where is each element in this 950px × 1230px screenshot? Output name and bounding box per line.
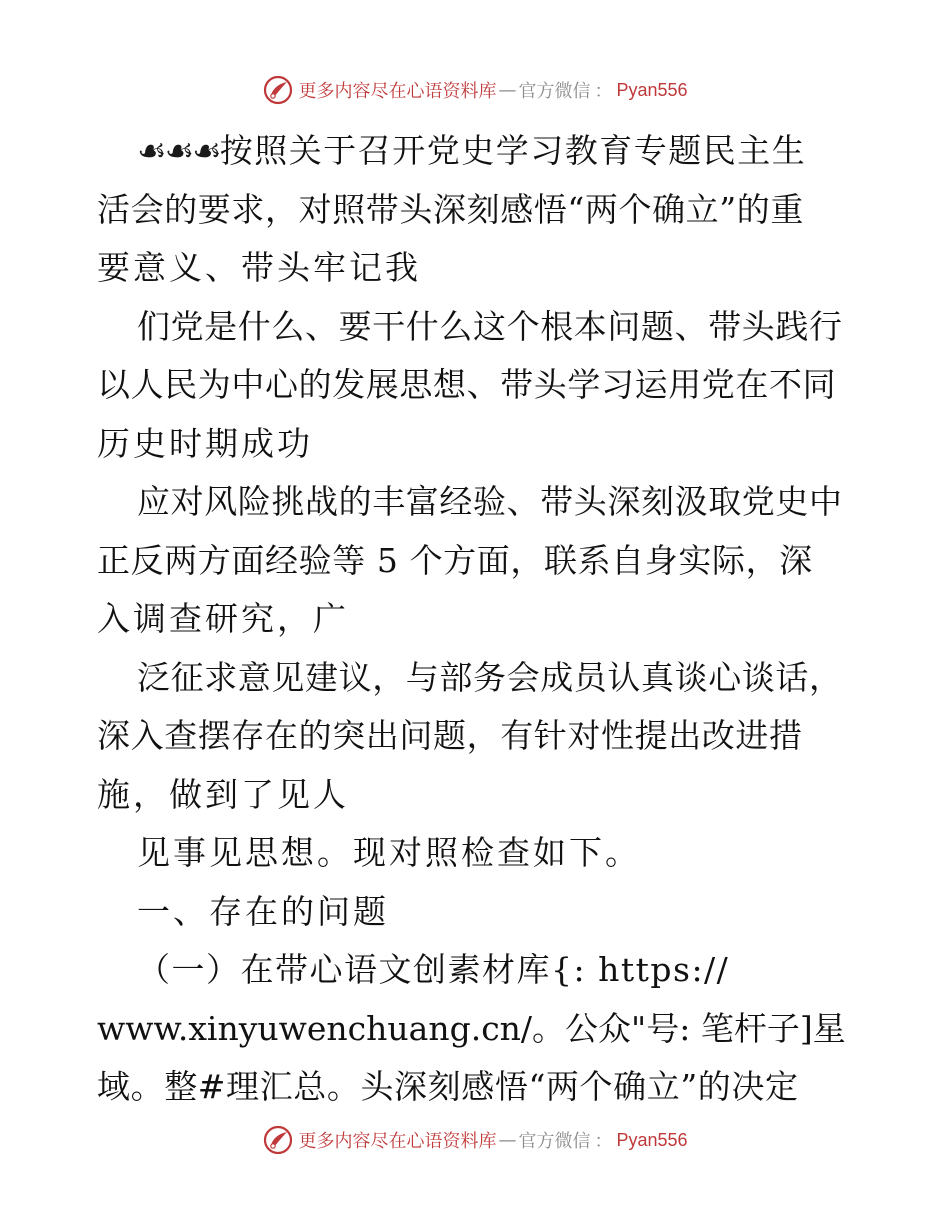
footer-banner (0, 1122, 950, 1158)
text-line: 们党是什么、要干什么这个根本问题、带头践行 (137, 306, 843, 346)
text-line: 施，做到了见人 (97, 774, 349, 814)
text-line: 活会的要求，对照带头深刻感悟“两个确立”的重 (97, 189, 804, 229)
banner-colon: ： (594, 1131, 613, 1152)
banner-text: 更多内容尽在心语资料库 (298, 81, 497, 102)
text-line: 正反两方面经验等 5 个方面，联系自身实际，深 (97, 540, 813, 580)
brand-logo-icon (262, 1124, 294, 1156)
text-line: 以人民为中心的发展思想、带头学习运用党在不同 (97, 365, 837, 404)
banner-wechat-id: Pyan556 (616, 1129, 688, 1150)
banner-sub: 官方微信 (518, 81, 591, 102)
text-line: 见事见思想。现对照检查如下。 (137, 833, 641, 872)
text-line: （一）在带心语文创素材库{: https:// (137, 950, 730, 989)
text-line: 要意义、带头牢记我 (97, 248, 421, 287)
banner-wechat-id: Pyan556 (616, 79, 688, 100)
document-body (97, 122, 857, 1117)
ornament-icon: ☙☙☙ (137, 131, 220, 170)
brand-logo-icon (262, 74, 294, 106)
text-line: 域。整#理汇总。头深刻感悟“两个确立”的决定 (97, 1067, 799, 1106)
text-line: ☙☙☙按照关于召开党史学习教育专题民主生 (137, 131, 807, 170)
section-heading: 一、存在的问题 (137, 891, 389, 931)
text-line: 应对风险挑战的丰富经验、带头深刻汲取党史中 (137, 482, 843, 521)
banner-separator: — (498, 1129, 517, 1151)
banner-sub: 官方微信 (518, 1131, 591, 1152)
header-banner (0, 72, 950, 108)
text-line: 入调查研究，广 (97, 599, 349, 638)
text-line: 历史时期成功 (97, 423, 313, 463)
banner-text: 更多内容尽在心语资料库 (298, 1131, 497, 1152)
text-line: 深入查摆存在的突出问题，有针对性提出改进措 (97, 716, 803, 755)
banner-colon: ： (594, 81, 613, 102)
text-line: 泛征求意见建议，与部务会成员认真谈心谈话， (137, 657, 843, 697)
text-line: www.xinyuwenchuang.cn/。公众"号: 笔杆子]星 (97, 1008, 846, 1048)
banner-separator: — (498, 79, 517, 101)
